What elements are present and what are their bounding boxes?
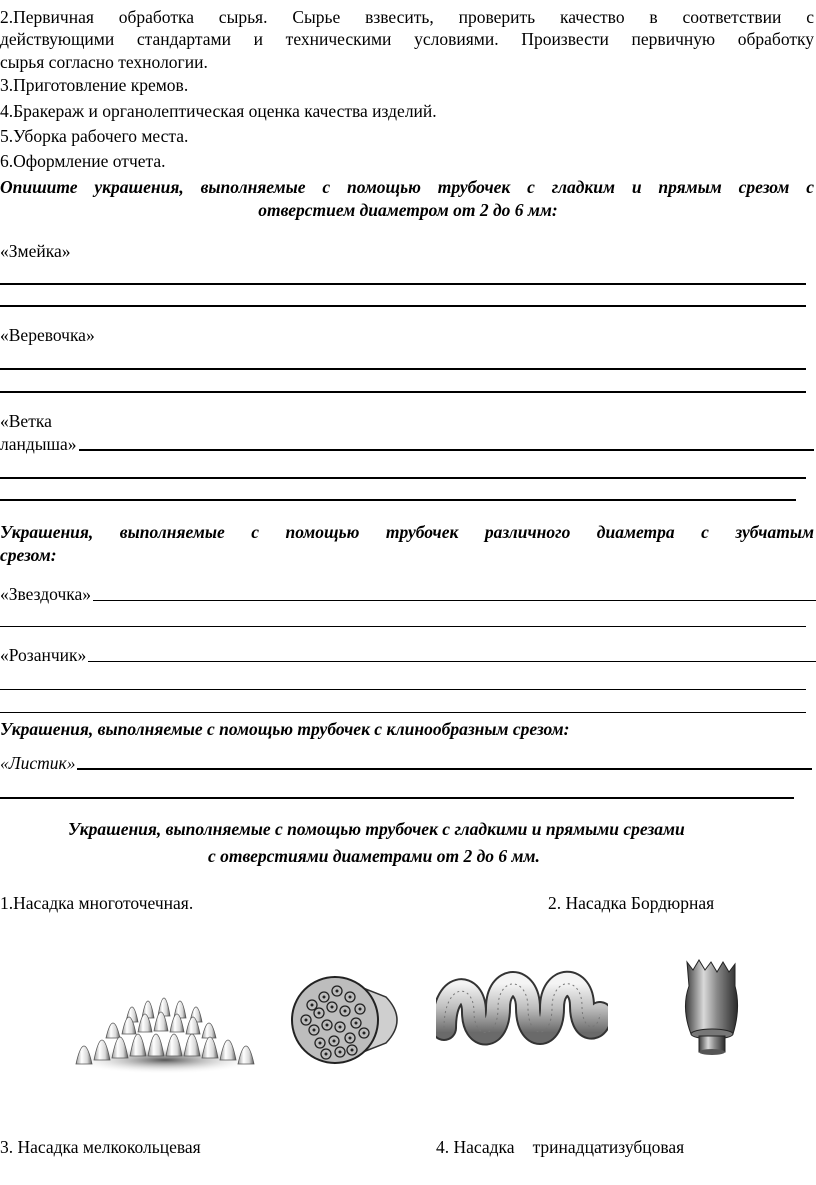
step-2-line-1: 2.Первичная обработка сырья. Сырье взвесить, проверить качество в соответствии с <box>0 7 814 27</box>
answer-line[interactable] <box>0 797 794 799</box>
label-zmeyka: «Змейка» <box>0 241 71 261</box>
thirteen-tooth-nozzle-image <box>675 956 745 1066</box>
label-verevochka: «Веревочка» <box>0 325 95 345</box>
label-vetka-line-1: «Ветка <box>0 411 52 431</box>
section1-heading-line-2: отверстием диаметром от 2 до 6 мм: <box>258 200 558 220</box>
label-rozanchik: «Розанчик» <box>0 645 87 665</box>
answer-line[interactable] <box>93 600 816 601</box>
border-nozzle-image <box>436 962 608 1066</box>
nozzle-2-label: 2. Насадка Бордюрная <box>548 893 715 913</box>
listik-row <box>0 752 812 774</box>
step-3: 3.Приготовление кремов. <box>0 75 189 95</box>
label-listik: «Листик» <box>0 753 76 773</box>
answer-line[interactable] <box>0 283 806 285</box>
answer-line[interactable] <box>0 391 806 393</box>
section1-heading-line-1: Опишите украшения, выполняемые с помощью трубочек с гладким и прямым срезом с <box>0 177 814 197</box>
nozzle-4-label <box>436 1136 684 1158</box>
answer-line[interactable] <box>0 305 806 307</box>
nozzle-1-label: 1.Насадка многоточечная. <box>0 893 194 913</box>
step-5: 5.Уборка рабочего места. <box>0 126 189 146</box>
section4-heading-line-1: Украшения, выполняемые с помощью трубочек с гладкими и прямыми срезами <box>68 819 685 839</box>
answer-line[interactable] <box>0 626 806 627</box>
answer-line[interactable] <box>77 768 812 770</box>
rozanchik-row <box>0 644 816 666</box>
nozzle-3-label: 3. Насадка мелкокольцевая <box>0 1137 201 1157</box>
answer-line[interactable] <box>79 449 814 451</box>
label-vetka-line-2: ландыша» <box>0 434 77 454</box>
label-zvezdochka: «Звездочка» <box>0 584 92 604</box>
nozzle-4-label-part1: 4. Насадка <box>436 1137 515 1157</box>
answer-line[interactable] <box>0 477 806 479</box>
step-2-line-3: сырья согласно технологии. <box>0 52 208 72</box>
section4-heading-line-2: с отверстиями диаметрами от 2 до 6 мм. <box>208 846 540 866</box>
answer-line[interactable] <box>0 712 806 713</box>
answer-line[interactable] <box>0 499 796 501</box>
step-6: 6.Оформление отчета. <box>0 151 166 171</box>
small-ring-nozzle-image <box>290 975 410 1065</box>
multipoint-nozzle-image <box>66 960 264 1076</box>
answer-line[interactable] <box>88 661 816 662</box>
step-4: 4.Бракераж и органолептическая оценка качества изделий. <box>0 101 437 121</box>
section2-heading-line-2: срезом: <box>0 545 57 565</box>
section3-heading: Украшения, выполняемые с помощью трубочек с клинообразным срезом: <box>0 719 570 739</box>
answer-line[interactable] <box>0 368 806 370</box>
zvezdochka-row <box>0 583 816 605</box>
vetka-row <box>0 433 814 455</box>
section2-heading-line-1: Украшения, выполняемые с помощью трубочек различного диаметра с зубчатым <box>0 522 814 542</box>
step-2-line-2: действующими стандартами и техническими условиями. Произвести первичную обработку <box>0 29 814 49</box>
answer-line[interactable] <box>0 689 806 690</box>
nozzle-4-label-part2: тринадцатизубцовая <box>532 1137 685 1157</box>
